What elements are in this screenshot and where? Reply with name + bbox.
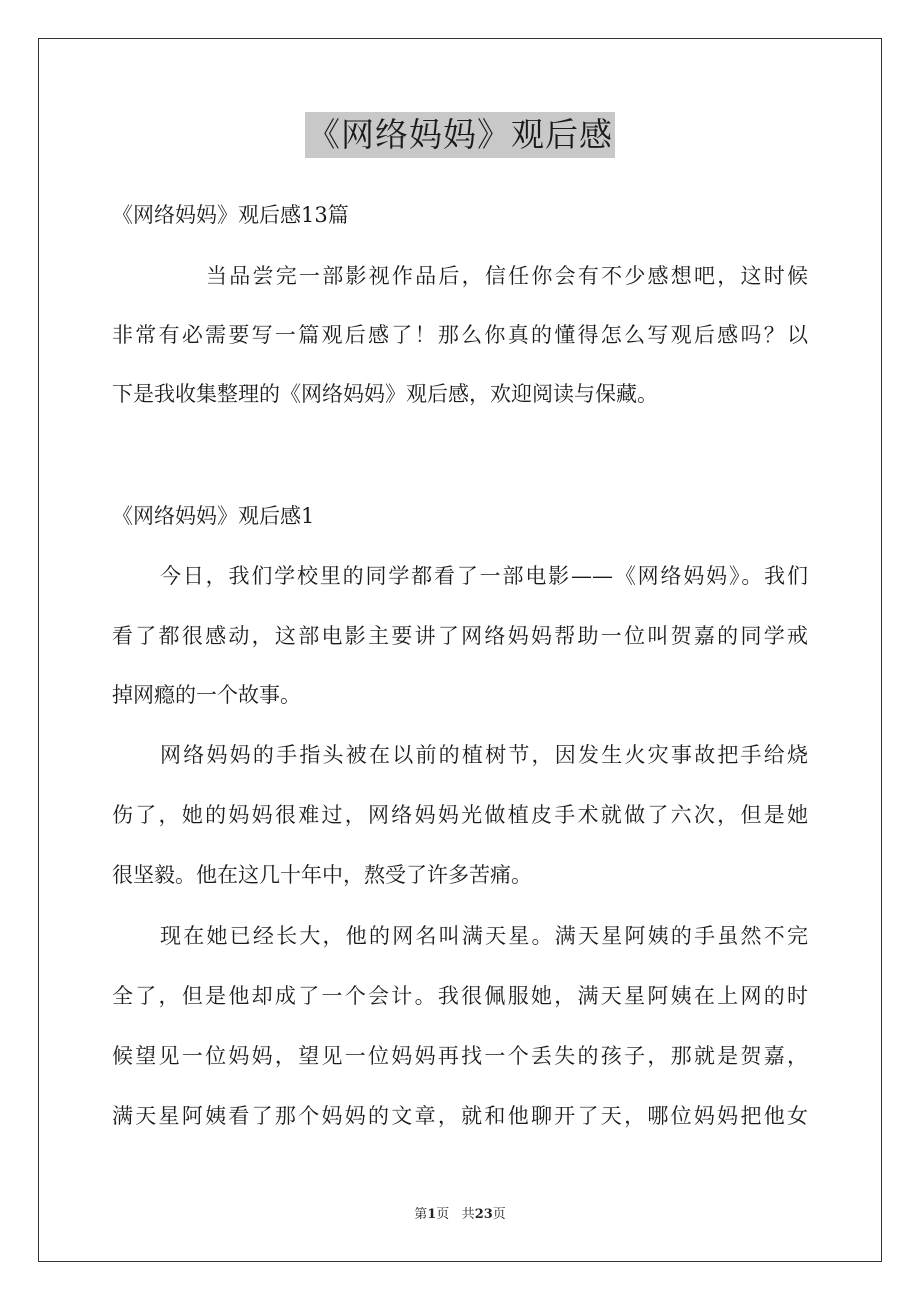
page-number: 1 bbox=[427, 1207, 437, 1222]
document-title: 《网络妈妈》观后感 bbox=[305, 112, 615, 158]
paragraph-1-line-1: 今日，我们学校里的同学都看了一部电影——《网络妈妈》。我们 bbox=[160, 564, 808, 588]
paragraph-1-line-3: 掉网瘾的一个故事。 bbox=[112, 683, 301, 707]
paragraph-2-line-1: 网络妈妈的手指头被在以前的植树节，因发生火灾事故把手给烧 bbox=[160, 743, 808, 767]
paragraph-3-line-1: 现在她已经长大，他的网名叫满天星。满天星阿姨的手虽然不完 bbox=[160, 924, 808, 948]
total-prefix: 共 bbox=[461, 1207, 475, 1222]
paragraph-2-line-3: 很坚毅。他在这几十年中，熬受了许多苦痛。 bbox=[112, 863, 532, 887]
title-container bbox=[0, 112, 920, 158]
paragraph-1-line-2: 看了都很感动，这部电影主要讲了网络妈妈帮助一位叫贺嘉的同学戒 bbox=[112, 624, 808, 648]
page-prefix: 第 bbox=[414, 1207, 428, 1222]
page-footer bbox=[0, 1206, 920, 1224]
paragraph-2-line-2: 伤了，她的妈妈很难过，网络妈妈光做植皮手术就做了六次，但是她 bbox=[112, 803, 808, 827]
paragraph-3-line-3: 候望见一位妈妈，望见一位妈妈再找一个丢失的孩子，那就是贺嘉， bbox=[112, 1044, 808, 1068]
intro-line-2: 非常有必需要写一篇观后感了！那么你真的懂得怎么写观后感吗？以 bbox=[112, 323, 808, 347]
intro-line-3: 下是我收集整理的《网络妈妈》观后感，欢迎阅读与保藏。 bbox=[112, 382, 658, 406]
section-heading: 《网络妈妈》观后感1 bbox=[112, 504, 315, 528]
subtitle: 《网络妈妈》观后感13篇 bbox=[112, 203, 349, 227]
paragraph-3-line-4: 满天星阿姨看了那个妈妈的文章，就和他聊开了天，哪位妈妈把他女 bbox=[112, 1104, 808, 1128]
intro-line-1: 当品尝完一部影视作品后，信任你会有不少感想吧，这时候 bbox=[206, 264, 808, 288]
paragraph-3-line-2: 全了，但是他却成了一个会计。我很佩服她，满天星阿姨在上网的时 bbox=[112, 984, 808, 1008]
page-suffix: 页 bbox=[436, 1207, 450, 1222]
total-pages: 23 bbox=[474, 1207, 493, 1222]
total-suffix: 页 bbox=[492, 1207, 506, 1222]
